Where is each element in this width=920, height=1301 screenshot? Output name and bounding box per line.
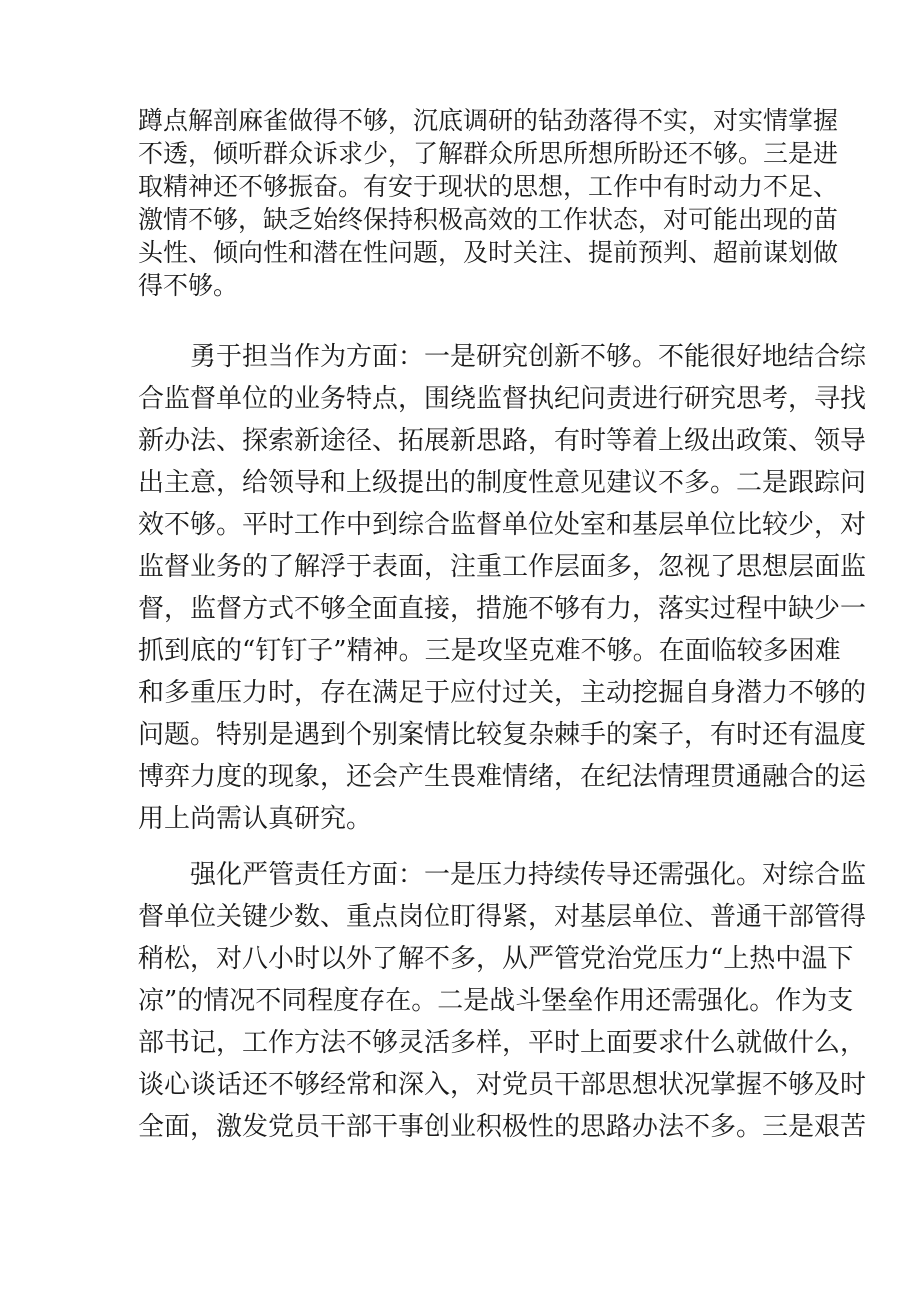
paragraph-line: 不透，倾听群众诉求少，了解群众所思所想所盼还不够。三是进 — [138, 139, 839, 168]
paragraph-line: 督，监督方式不够全面直接，措施不够有力，落实过程中缺少一 — [138, 594, 867, 624]
paragraph-line: 激情不够，缺乏始终保持积极高效的工作状态，对可能出现的苗 — [138, 205, 839, 234]
paragraph-line: 凉”的情况不同程度存在。二是战斗堡垒作用还需强化。作为支 — [138, 986, 854, 1016]
paragraph-line: 博弈力度的现象，还会产生畏难情绪，在纪法情理贯通融合的运 — [138, 762, 867, 792]
paragraph-line: 新办法、探索新途径、拓展新思路，有时等着上级出政策、领导 — [138, 426, 867, 456]
paragraph-line: 问题。特别是遇到个别案情比较复杂棘手的案子，有时还有温度 — [138, 720, 867, 750]
paragraph-line: 效不够。平时工作中到综合监督单位处室和基层单位比较少，对 — [138, 510, 867, 540]
paragraph-line: 和多重压力时，存在满足于应付过关，主动挖掘自身潜力不够的 — [138, 678, 867, 708]
paragraph-line: 勇于担当作为方面：一是研究创新不够。不能很好地结合综 — [190, 342, 867, 372]
paragraph-line: 取精神还不够振奋。有安于现状的思想，工作中有时动力不足、 — [138, 172, 839, 201]
paragraph-line: 合监督单位的业务特点，围绕监督执纪问责进行研究思考，寻找 — [138, 384, 867, 414]
paragraph-line: 部书记，工作方法不够灵活多样，平时上面要求什么就做什么， — [138, 1028, 867, 1058]
paragraph-1 — [138, 104, 839, 302]
paragraph-line: 抓到底的“钉钉子”精神。三是攻坚克难不够。在面临较多困难 — [138, 636, 841, 666]
paragraph-line: 出主意，给领导和上级提出的制度性意见建议不多。二是跟踪问 — [138, 468, 867, 498]
paragraph-line: 全面，激发党员干部干事创业积极性的思路办法不多。三是艰苦 — [138, 1112, 867, 1142]
paragraph-line: 监督业务的了解浮于表面，注重工作层面多，忽视了思想层面监 — [138, 552, 867, 582]
paragraph-line: 蹲点解剖麻雀做得不够，沉底调研的钻劲落得不实，对实情掌握 — [138, 106, 839, 135]
paragraph-line: 稍松，对八小时以外了解不多，从严管党治党压力“上热中温下 — [138, 944, 854, 974]
paragraph-3 — [138, 854, 867, 1148]
paragraph-line: 用上尚需认真研究。 — [138, 804, 373, 834]
paragraph-line: 督单位关键少数、重点岗位盯得紧，对基层单位、普通干部管得 — [138, 902, 867, 932]
paragraph-line: 得不够。 — [138, 271, 239, 300]
paragraph-line: 头性、倾向性和潜在性问题，及时关注、提前预判、超前谋划做 — [138, 238, 839, 267]
paragraph-line: 谈心谈话还不够经常和深入，对党员干部思想状况掌握不够及时 — [138, 1070, 867, 1100]
paragraph-2 — [138, 336, 867, 840]
paragraph-line: 强化严管责任方面：一是压力持续传导还需强化。对综合监 — [190, 860, 867, 890]
